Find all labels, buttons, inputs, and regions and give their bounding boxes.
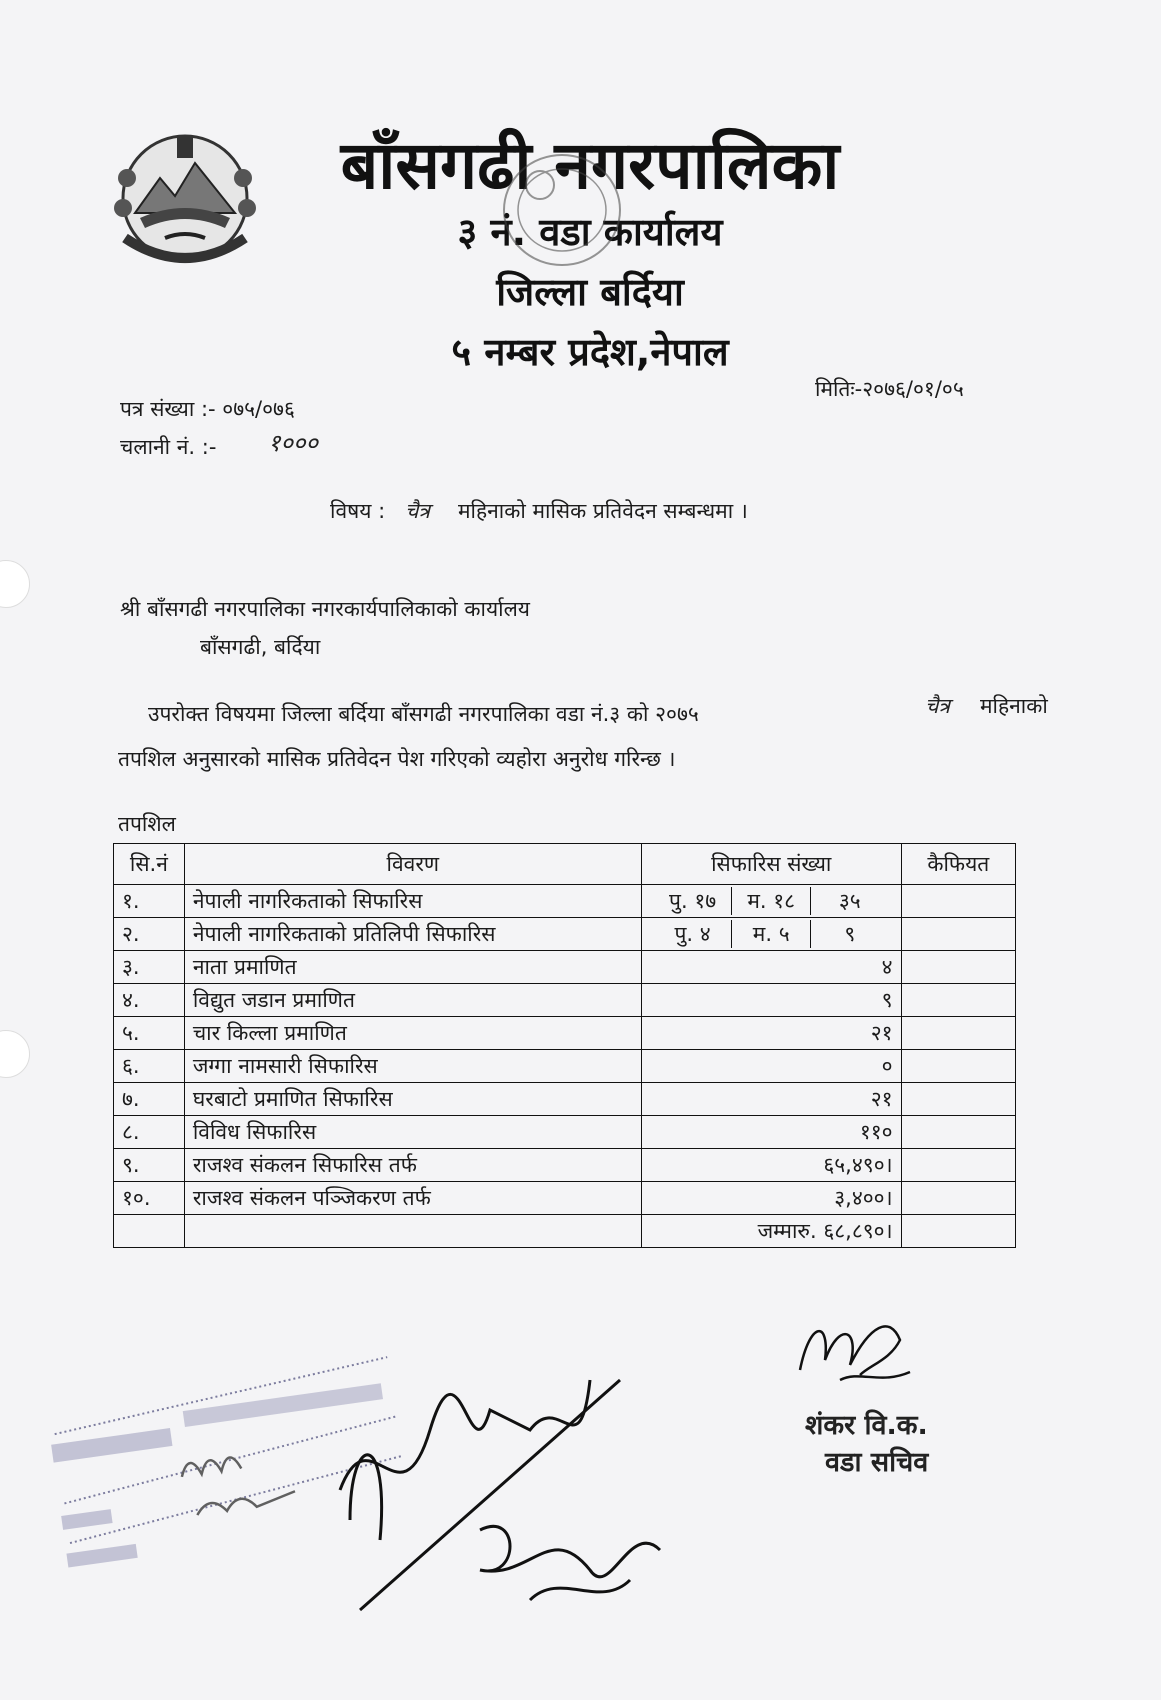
table-row <box>114 885 1016 918</box>
cell-sn: १. <box>114 885 185 918</box>
cell-description: नेपाली नागरिकताको प्रतिलिपी सिफारिस <box>184 918 641 951</box>
cell-female-count: म. १८ <box>731 887 810 915</box>
cell-description: राजश्व संकलन सिफारिस तर्फ <box>184 1149 641 1182</box>
cell-sn: ६. <box>114 1050 185 1083</box>
ward-office-stamp <box>500 150 625 270</box>
cell-count-split <box>641 918 901 951</box>
body-month: चैत्र <box>925 694 950 718</box>
authority-signature <box>330 1370 710 1650</box>
cell-description: नाता प्रमाणित <box>184 951 641 984</box>
cell-count: २१ <box>641 1017 901 1050</box>
cell-count: ३५ <box>810 887 889 915</box>
secretary-name: शंकर वि.क. <box>805 1410 928 1441</box>
col-header-description: विवरण <box>184 844 641 885</box>
cell-male-count: पु. १७ <box>669 889 717 913</box>
cell-count-split <box>641 885 901 918</box>
cell-sn: ४. <box>114 984 185 1017</box>
table-row <box>114 984 1016 1017</box>
table-row <box>114 1149 1016 1182</box>
cell-sn: ८. <box>114 1116 185 1149</box>
cell-count: ११० <box>641 1116 901 1149</box>
cell-remarks <box>901 984 1015 1017</box>
secretary-signature <box>790 1310 920 1390</box>
cell-remarks <box>901 1182 1015 1215</box>
table-row <box>114 1116 1016 1149</box>
cell-count: ९ <box>641 984 901 1017</box>
col-header-remarks: कैफियत <box>901 844 1015 885</box>
details-heading: तपशिल <box>118 812 176 836</box>
cell-remarks <box>901 1116 1015 1149</box>
cell-remarks <box>901 1083 1015 1116</box>
reference-number: पत्र संख्या :- ०७५/०७६ <box>120 397 295 421</box>
table-row <box>114 1182 1016 1215</box>
cell-sn: २. <box>114 918 185 951</box>
secretary-title: वडा सचिव <box>825 1447 929 1478</box>
cell-count: ३,४००। <box>641 1182 901 1215</box>
cell-remarks <box>901 918 1015 951</box>
cell-count: २१ <box>641 1083 901 1116</box>
cell-sn: ३. <box>114 951 185 984</box>
dispatch-number-value: १००० <box>268 429 318 457</box>
cell-count: ९ <box>810 920 889 948</box>
cell-sn: ५. <box>114 1017 185 1050</box>
cell-description: चार किल्ला प्रमाणित <box>184 1017 641 1050</box>
punch-hole <box>0 1030 30 1078</box>
col-header-sn: सि.नं <box>114 844 185 885</box>
municipality-name: बाँसगढी नगरपालिका <box>340 127 840 204</box>
addressee-line2: बाँसगढी, बर्दिया <box>200 635 321 659</box>
cell-description: राजश्व संकलन पञ्जिकरण तर्फ <box>184 1182 641 1215</box>
cell-description: विविध सिफारिस <box>184 1116 641 1149</box>
cell-count: ६५,४९०। <box>641 1149 901 1182</box>
cell-description: विद्युत जडान प्रमाणित <box>184 984 641 1017</box>
cell-description: जग्गा नामसारी सिफारिस <box>184 1050 641 1083</box>
cell-description: नेपाली नागरिकताको सिफारिस <box>184 885 641 918</box>
table-header-row <box>114 844 1016 885</box>
table-row <box>114 918 1016 951</box>
subject-month: चैत्र <box>405 499 430 523</box>
office-name: ३ नं. वडा कार्यालय <box>457 210 723 254</box>
dispatch-number-label: चलानी नं. :- <box>120 435 217 459</box>
cell-remarks <box>901 1149 1015 1182</box>
col-header-count: सिफारिस संख्या <box>641 844 901 885</box>
table-row <box>114 1083 1016 1116</box>
table-row <box>114 1017 1016 1050</box>
cell-count: ४ <box>641 951 901 984</box>
cell-female-count: म. ५ <box>731 920 810 948</box>
subject-label: विषय : <box>330 499 386 523</box>
body-line2: तपशिल अनुसारको मासिक प्रतिवेदन पेश गरिएको व्यहोरा अनुरोध गरिन्छ । <box>118 747 676 771</box>
cell-male-count: पु. ४ <box>674 922 711 946</box>
details-table <box>113 843 1016 1248</box>
cell-sn: ७. <box>114 1083 185 1116</box>
cell-remarks <box>901 885 1015 918</box>
table-row <box>114 951 1016 984</box>
letter-date: मितिः-२०७६/०१/०५ <box>815 377 964 401</box>
table-total-row <box>114 1215 1016 1248</box>
cell-sn: ९. <box>114 1149 185 1182</box>
table-row <box>114 1050 1016 1083</box>
body-line1-end: महिनाको <box>980 694 1048 718</box>
table-total: जम्मारु. ६८,८९०। <box>641 1215 901 1248</box>
cell-count: ० <box>641 1050 901 1083</box>
subject-text: महिनाको मासिक प्रतिवेदन सम्बन्धमा । <box>458 499 748 523</box>
punch-hole <box>0 560 30 608</box>
addressee-line1: श्री बाँसगढी नगरपालिका नगरकार्यपालिकाको कार्यालय <box>120 597 530 621</box>
district-name: जिल्ला बर्दिया <box>496 270 684 314</box>
cell-remarks <box>901 1050 1015 1083</box>
cell-remarks <box>901 1017 1015 1050</box>
province-name: ५ नम्बर प्रदेश,नेपाल <box>451 330 729 374</box>
cell-description: घरबाटो प्रमाणित सिफारिस <box>184 1083 641 1116</box>
cell-sn: १०. <box>114 1182 185 1215</box>
body-line1: उपरोक्त विषयमा जिल्ला बर्दिया बाँसगढी नगरपालिका वडा नं.३ को २०७५ <box>148 702 699 726</box>
cell-remarks <box>901 951 1015 984</box>
